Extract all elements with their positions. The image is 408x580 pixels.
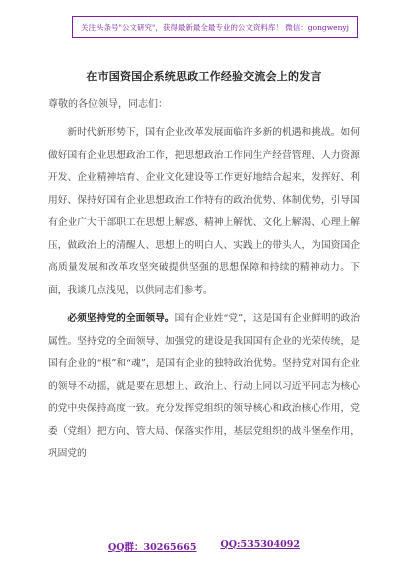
- promo-banner: [72, 16, 358, 38]
- paragraph-party-leadership: [48, 308, 360, 466]
- qq-group-link[interactable]: QQ群：30265665: [108, 542, 197, 553]
- promo-banner-text: 关注头条号"公文研究"，获得最新最全最专业的公文资料库！ 微信：gongwenyj: [81, 22, 349, 32]
- footer-contact: [0, 539, 408, 553]
- paragraph-intro: 新时代新形势下，国有企业改革发展面临许多新的机遇和挑战。如何做好国有企业思想政治工作，把思想政治工作同生产经营管理、人力资源开发、企业精神培育、企业文化建设等工作更好地结合起来，发挥好、利用好、保持好国有企业思想政治工作特有的政治优势、体制优势，引导国有企业广大干部职工在思想上解惑、精神上解忧、文化上解渴、心理上解压，做政治上的清醒人、思想上的明白人、实践上的带头人，为国资国企高质量发展和改革攻坚突破提供坚强的思想保障和持续的精神动力。下面，我谈几点浅见，以供同志们参考。: [48, 127, 360, 296]
- paragraph-lead-heading: 必须坚持党的全面领导。: [67, 313, 175, 324]
- salutation: 尊敬的各位领导，同志们：: [48, 99, 168, 110]
- qq-contact-link[interactable]: QQ:535304092: [220, 539, 300, 550]
- document-title: 在市国资国企系统思政工作经验交流会上的发言: [86, 70, 322, 83]
- document-body: [48, 96, 360, 466]
- paragraph-text: 国有企业姓“党”，这是国有企业鲜明的政治属性。坚持党的全面领导、加强党的建设是我国国有企业的光荣传统，是国有企业的“根”和“魂”，是国有企业的独特政治优势。坚持党对国有企业的领导不动摇，就是要在思想上、政治上、行动上同以习近平同志为核心的党中央保持高度一致。充分发挥党组织的领导核心和政治核心作用，党委（党组）把方向、管大局、保落实作用，基层党组织的战斗堡垒作用，巩固党的: [48, 313, 361, 459]
